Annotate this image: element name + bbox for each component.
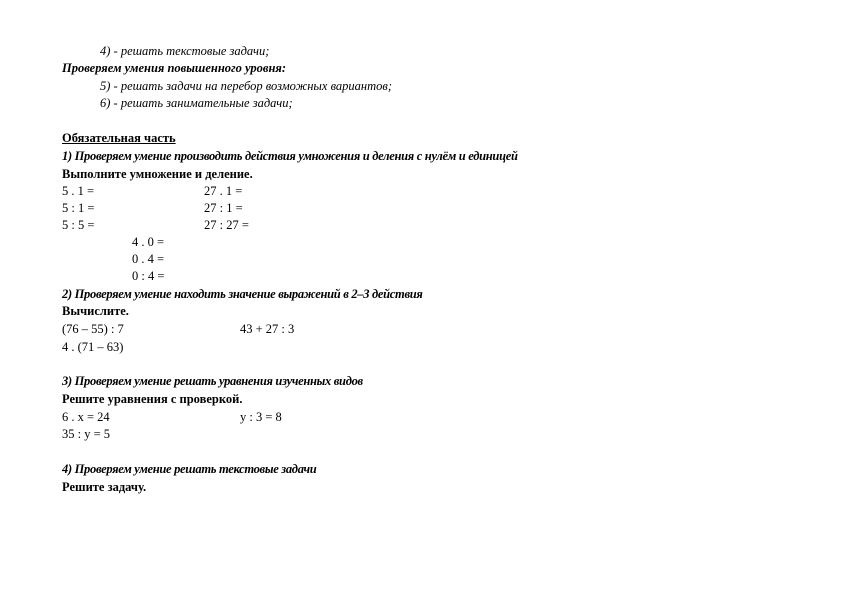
task1-expr: 0 . 4 = (132, 252, 165, 266)
task2-instruction: Вычислите. (62, 304, 129, 318)
task1-title: 1) Проверяем умение производить действия умножения и деления с нулём и единицей (62, 149, 518, 163)
task1-expr: 27 : 1 = (204, 201, 243, 215)
task1-expr: 5 : 5 = (62, 218, 95, 232)
task2-expr: (76 – 55) : 7 (62, 322, 124, 336)
task4-title: 4) Проверяем умение решать текстовые задачи (62, 462, 317, 476)
task2-expr: 4 . (71 – 63) (62, 340, 124, 354)
objective-item-6: 6) - решать занимательные задачи; (100, 96, 293, 110)
task2-title: 2) Проверяем умение находить значение выражений в 2–3 действия (62, 287, 423, 301)
task3-title: 3) Проверяем умение решать уравнения изученных видов (62, 374, 363, 388)
objective-item-5: 5) - решать задачи на перебор возможных вариантов; (100, 79, 392, 93)
task1-expr: 0 : 4 = (132, 269, 165, 283)
task1-instruction: Выполните умножение и деление. (62, 167, 253, 181)
task1-expr: 4 . 0 = (132, 235, 165, 249)
task1-expr: 27 . 1 = (204, 184, 243, 198)
objective-item-4: 4) - решать текстовые задачи; (100, 44, 270, 58)
task3-equation: 35 : y = 5 (62, 427, 111, 441)
task1-expr: 27 : 27 = (204, 218, 249, 232)
task1-expr: 5 : 1 = (62, 201, 95, 215)
task2-expr: 43 + 27 : 3 (240, 322, 295, 336)
task1-expr: 5 . 1 = (62, 184, 95, 198)
task4-instruction: Решите задачу. (62, 480, 147, 494)
mandatory-part-heading: Обязательная часть (62, 131, 176, 145)
task3-equation: 6 . x = 24 (62, 410, 110, 424)
task3-instruction: Решите уравнения с проверкой. (62, 392, 243, 406)
task3-equation: y : 3 = 8 (240, 410, 282, 424)
advanced-level-heading: Проверяем умения повышенного уровня: (62, 61, 287, 75)
